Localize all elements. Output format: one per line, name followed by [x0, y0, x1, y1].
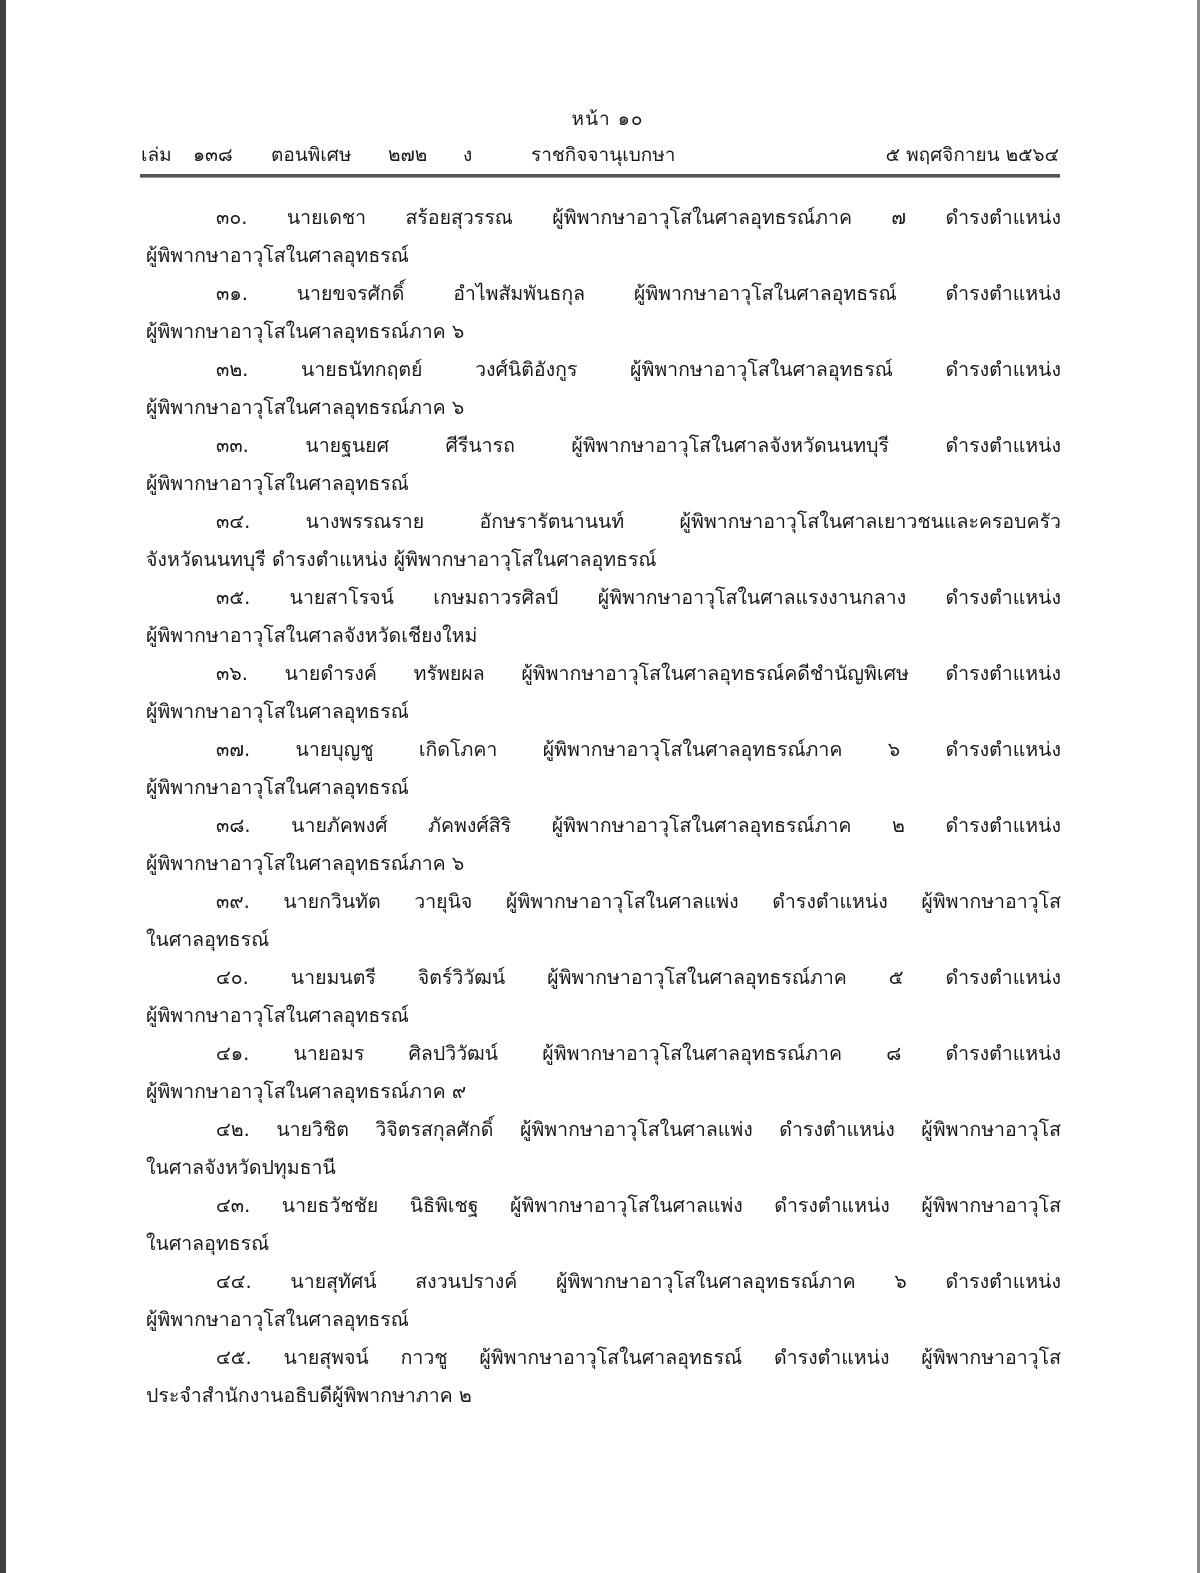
header-issue-number: ๒๗๒: [388, 144, 428, 166]
list-item: [146, 1035, 1061, 1111]
entry-line-1: ๓๓. นายฐนยศ ศีรีนารถ ผู้พิพากษาอาวุโสในศาลจังหวัดนนทบุรี ดำรงตำแหน่ง: [216, 434, 1061, 457]
entry-line-2: ผู้พิพากษาอาวุโสในศาลอุทธรณ์: [146, 472, 409, 495]
entry-line-1: ๔๐. นายมนตรี จิตร์วิวัฒน์ ผู้พิพากษาอาวุโสในศาลอุทธรณ์ภาค ๕ ดำรงตำแหน่ง: [216, 966, 1061, 989]
entry-line-2: ผู้พิพากษาอาวุโสในศาลอุทธรณ์: [146, 1308, 409, 1331]
entry-line-1: ๓๒. นายธนัทกฤตย์ วงศ์นิติอังกูร ผู้พิพากษาอาวุโสในศาลอุทธรณ์ ดำรงตำแหน่ง: [216, 358, 1061, 381]
appointment-list: [146, 199, 1061, 1415]
entry-line-2: ผู้พิพากษาอาวุโสในศาลจังหวัดเชียงใหม่: [146, 624, 478, 647]
header-publication: ราชกิจจานุเบกษา: [531, 144, 676, 166]
header-divider: [140, 174, 1060, 178]
entry-line-2: ในศาลอุทธรณ์: [146, 928, 270, 951]
entry-line-1: ๓๑. นายขจรศักดิ์ อำไพสัมพันธกุล ผู้พิพากษาอาวุโสในศาลอุทธรณ์ ดำรงตำแหน่ง: [216, 282, 1061, 305]
list-item: [146, 731, 1061, 807]
entry-line-1: ๓๘. นายภัคพงศ์ ภัคพงศ์สิริ ผู้พิพากษาอาวุโสในศาลอุทธรณ์ภาค ๒ ดำรงตำแหน่ง: [216, 814, 1061, 837]
entry-line-1: ๓๖. นายดำรงค์ ทรัพยผล ผู้พิพากษาอาวุโสในศาลอุทธรณ์คดีชำนัญพิเศษ ดำรงตำแหน่ง: [216, 662, 1061, 685]
entry-line-1: ๔๓. นายธวัชชัย นิธิพิเชฐ ผู้พิพากษาอาวุโสในศาลแพ่ง ดำรงตำแหน่ง ผู้พิพากษาอาวุโส: [216, 1194, 1061, 1217]
entry-line-1: ๓๐. นายเดชา สร้อยสุวรรณ ผู้พิพากษาอาวุโสในศาลอุทธรณ์ภาค ๗ ดำรงตำแหน่ง: [216, 206, 1061, 229]
entry-line-2: ผู้พิพากษาอาวุโสในศาลอุทธรณ์ภาค ๖: [146, 396, 465, 419]
list-item: [146, 655, 1061, 731]
header-date: ๕ พฤศจิกายน ๒๕๖๔: [885, 144, 1059, 166]
entry-line-2: ผู้พิพากษาอาวุโสในศาลอุทธรณ์ภาค ๖: [146, 320, 465, 343]
page-number: หน้า ๑๐: [571, 108, 644, 130]
entry-line-2: ประจำสำนักงานอธิบดีผู้พิพากษาภาค ๒: [146, 1384, 472, 1407]
list-item: [146, 1111, 1061, 1187]
entry-line-1: ๔๒. นายวิชิต วิจิตรสกุลศักดิ์ ผู้พิพากษาอาวุโสในศาลแพ่ง ดำรงตำแหน่ง ผู้พิพากษาอาวุโส: [216, 1118, 1061, 1141]
entry-line-2: ในศาลอุทธรณ์: [146, 1232, 270, 1255]
list-item: [146, 1339, 1061, 1415]
gazette-header: [141, 140, 1059, 168]
entry-line-2: จังหวัดนนทบุรี ดำรงตำแหน่ง ผู้พิพากษาอาวุโสในศาลอุทธรณ์: [146, 548, 657, 571]
entry-line-2: ผู้พิพากษาอาวุโสในศาลอุทธรณ์: [146, 244, 409, 267]
list-item: [146, 959, 1061, 1035]
list-item: [146, 503, 1061, 579]
list-item: [146, 1187, 1061, 1263]
entry-line-2: ผู้พิพากษาอาวุโสในศาลอุทธรณ์ภาค ๙: [146, 1080, 467, 1103]
list-item: [146, 579, 1061, 655]
header-volume-label: เล่ม: [141, 144, 172, 166]
entry-line-1: ๓๔. นางพรรณราย อักษรารัตนานนท์ ผู้พิพากษาอาวุโสในศาลเยาวชนและครอบครัว: [216, 510, 1061, 533]
list-item: [146, 427, 1061, 503]
document-page: [6, 0, 1197, 1573]
list-item: [146, 883, 1061, 959]
entry-line-1: ๔๑. นายอมร ศิลปวิวัฒน์ ผู้พิพากษาอาวุโสในศาลอุทธรณ์ภาค ๘ ดำรงตำแหน่ง: [216, 1042, 1061, 1065]
entry-line-1: ๓๙. นายกวินทัต วายุนิจ ผู้พิพากษาอาวุโสในศาลแพ่ง ดำรงตำแหน่ง ผู้พิพากษาอาวุโส: [216, 890, 1061, 913]
entry-line-2: ผู้พิพากษาอาวุโสในศาลอุทธรณ์ภาค ๖: [146, 852, 465, 875]
entry-line-2: ในศาลจังหวัดปทุมธานี: [146, 1156, 336, 1179]
header-issue-label: ตอนพิเศษ: [271, 144, 352, 166]
list-item: [146, 199, 1061, 275]
list-item: [146, 351, 1061, 427]
entry-line-1: ๔๔. นายสุทัศน์ สงวนปรางค์ ผู้พิพากษาอาวุโสในศาลอุทธรณ์ภาค ๖ ดำรงตำแหน่ง: [216, 1270, 1061, 1293]
header-volume-number: ๑๓๘: [193, 144, 233, 166]
entry-line-1: ๓๗. นายบุญชู เกิดโภคา ผู้พิพากษาอาวุโสในศาลอุทธรณ์ภาค ๖ ดำรงตำแหน่ง: [216, 738, 1061, 761]
list-item: [146, 807, 1061, 883]
entry-line-2: ผู้พิพากษาอาวุโสในศาลอุทธรณ์: [146, 700, 409, 723]
entry-line-2: ผู้พิพากษาอาวุโสในศาลอุทธรณ์: [146, 1004, 409, 1027]
header-section: ง: [463, 144, 473, 166]
entry-line-2: ผู้พิพากษาอาวุโสในศาลอุทธรณ์: [146, 776, 409, 799]
entry-line-1: ๓๕. นายสาโรจน์ เกษมถาวรศิลป์ ผู้พิพากษาอาวุโสในศาลแรงงานกลาง ดำรงตำแหน่ง: [216, 586, 1061, 609]
list-item: [146, 1263, 1061, 1339]
list-item: [146, 275, 1061, 351]
entry-line-1: ๔๕. นายสุพจน์ กาวชู ผู้พิพากษาอาวุโสในศาลอุทธรณ์ ดำรงตำแหน่ง ผู้พิพากษาอาวุโส: [216, 1346, 1061, 1369]
